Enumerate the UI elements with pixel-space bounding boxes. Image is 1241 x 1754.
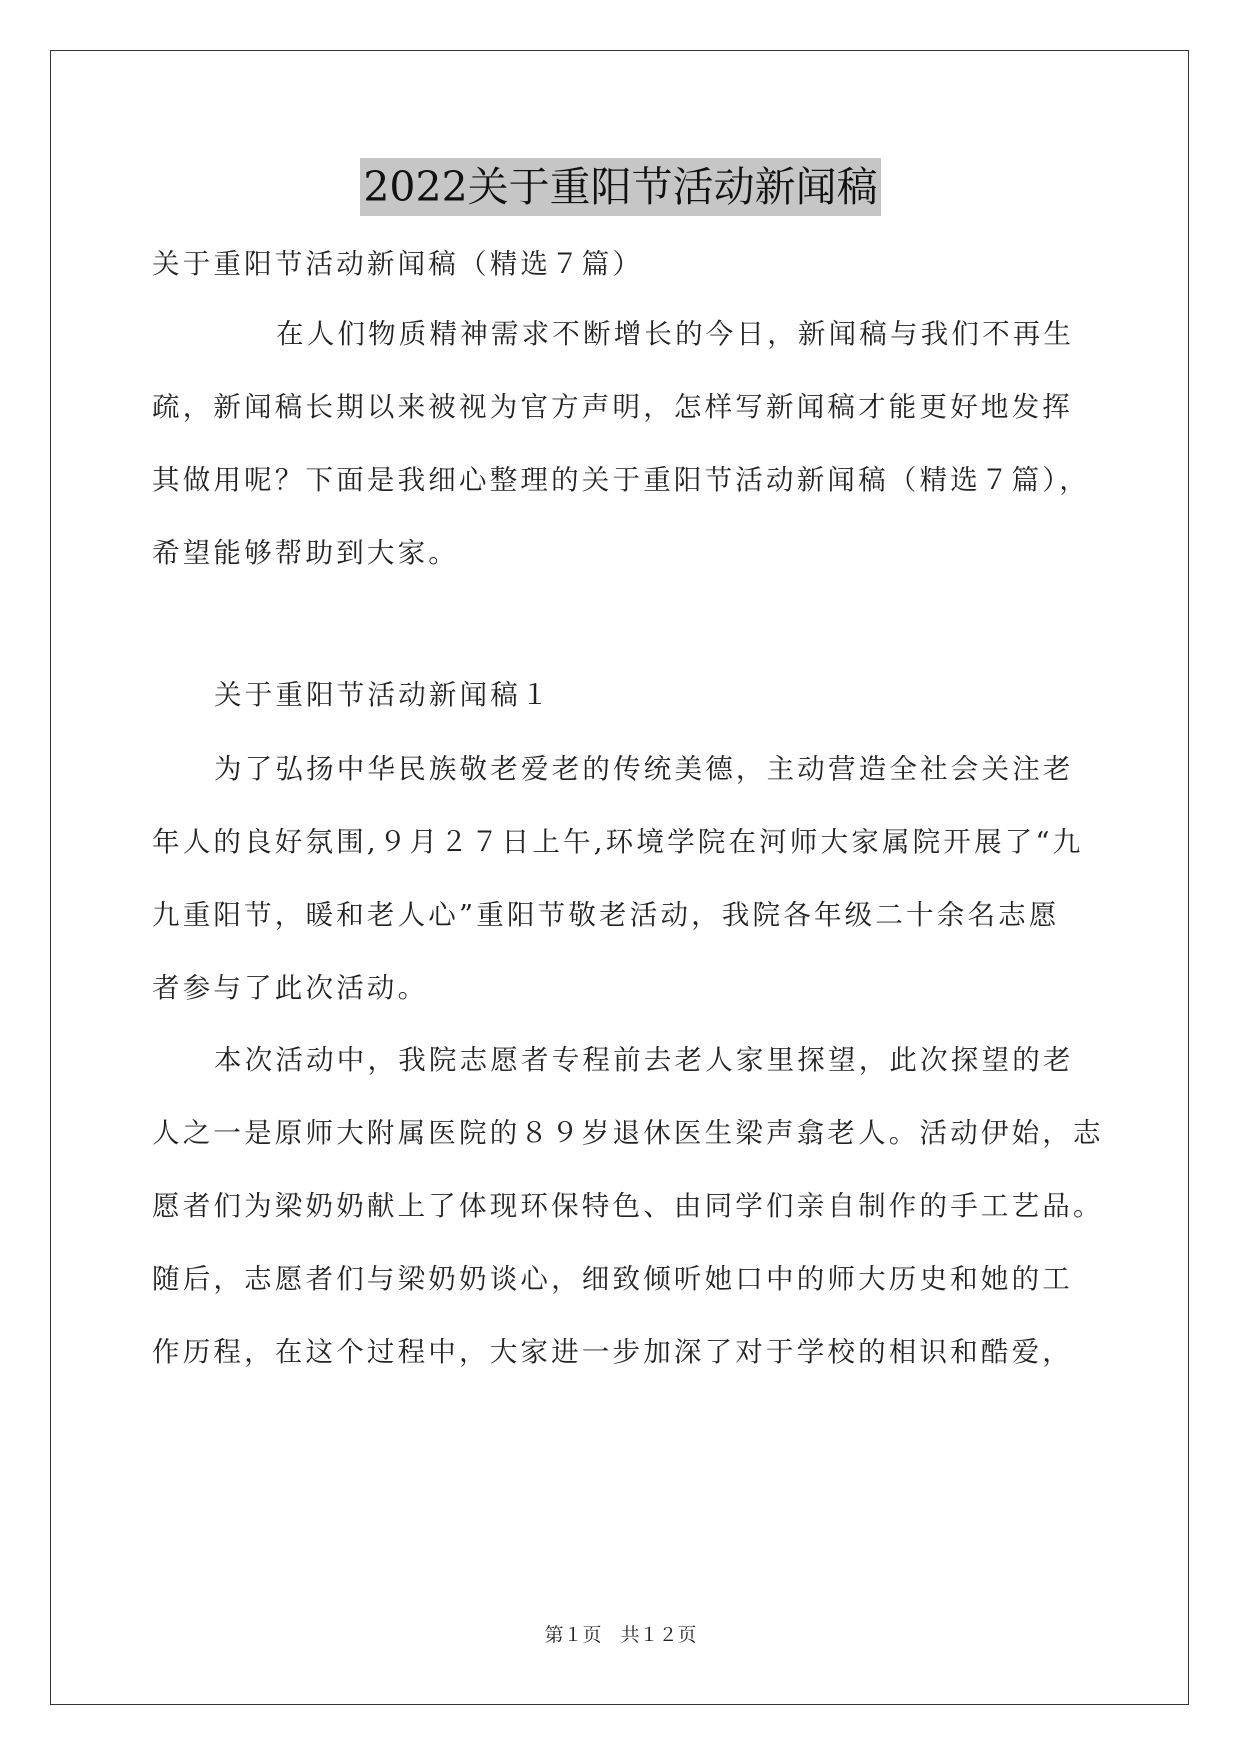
paragraph-line: 者参与了此次活动。 — [152, 972, 429, 1004]
intro-line: 希望能够帮助到大家。 — [152, 537, 459, 569]
intro-line: 其做用呢？下面是我细心整理的关于重阳节活动新闻稿（精选７篇）， — [152, 464, 1090, 496]
paragraph-line: 九重阳节，暖和老人心”重阳节敬老活动，我院各年级二十余名志愿 — [152, 899, 1060, 931]
paragraph-line: 人之一是原师大附属医院的８９岁退休医生梁声翕老人。活动伊始，志 — [152, 1117, 1104, 1149]
section-heading: 关于重阳节活动新闻稿１ — [214, 679, 552, 711]
paragraph-line: 随后，志愿者们与梁奶奶谈心，细致倾听她口中的师大历史和她的工 — [152, 1263, 1073, 1295]
paragraph-line: 作历程，在这个过程中，大家进一步加深了对于学校的相识和酷爱， — [152, 1336, 1073, 1368]
page-border — [50, 50, 1189, 1705]
document-subtitle: 关于重阳节活动新闻稿（精选７篇） — [152, 248, 644, 280]
page-number: 第１页 共１２页 — [544, 1624, 697, 1646]
title-container — [0, 158, 1241, 216]
paragraph-line: 本次活动中，我院志愿者专程前去老人家里探望，此次探望的老 — [214, 1044, 1074, 1076]
intro-line: 疏，新闻稿长期以来被视为官方声明，怎样写新闻稿才能更好地发挥 — [152, 391, 1073, 423]
paragraph-line: 愿者们为梁奶奶献上了体现环保特色、由同学们亲自制作的手工艺品。 — [152, 1190, 1104, 1222]
paragraph-line: 年人的良好氛围,９月２７日上午,环境学院在河师大家属院开展了“九 — [152, 826, 1084, 858]
paragraph-line: 为了弘扬中华民族敬老爱老的传统美德，主动营造全社会关注老 — [214, 753, 1074, 785]
intro-line: 在人们物质精神需求不断增长的今日，新闻稿与我们不再生 — [276, 318, 1075, 350]
document-title: 2022关于重阳节活动新闻稿 — [360, 158, 880, 216]
